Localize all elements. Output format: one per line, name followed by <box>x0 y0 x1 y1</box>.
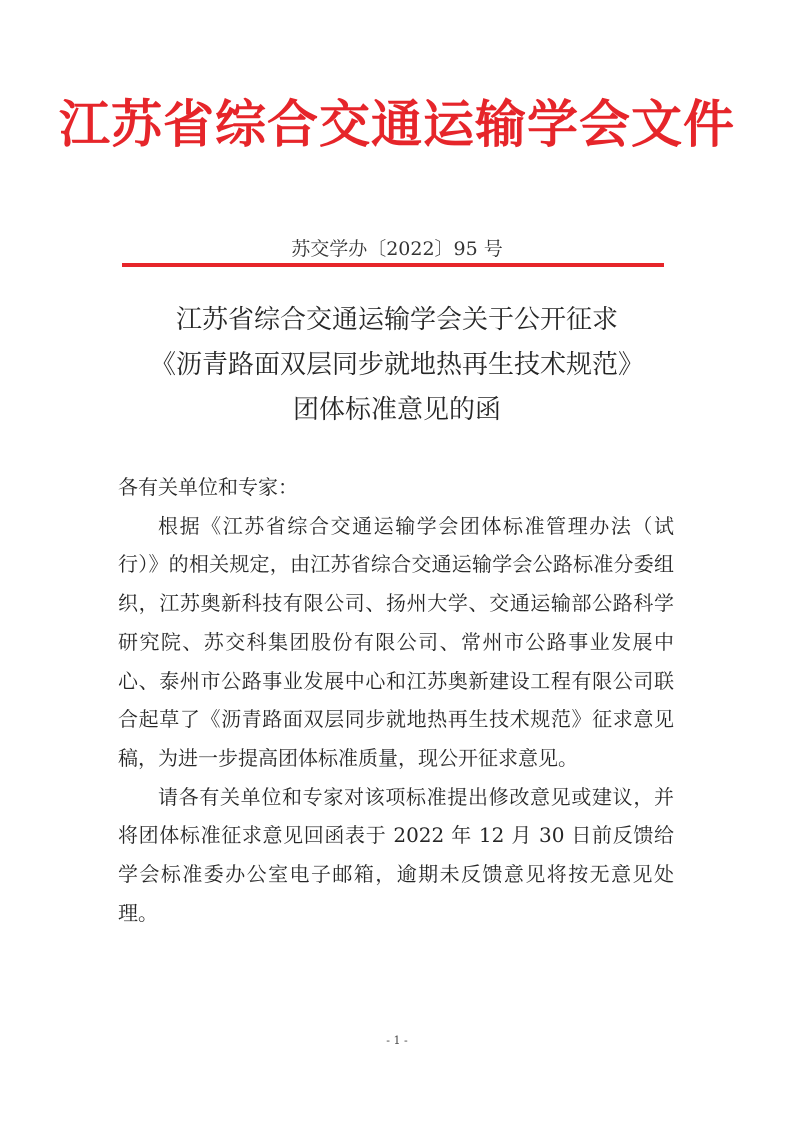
document-number: 苏交学办〔2022〕95 号 <box>291 238 503 260</box>
body-paragraph-1: 根据《江苏省综合交通运输学会团体标准管理办法（试行）》的相关规定，由江苏省综合交通运输学会公路标准分委组织，江苏奥新科技有限公司、扬州大学、交通运输部公路科学研究院、苏交科集团股份有限公司、常州市公路事业发展中心、泰州市公路事业发展中心和江苏奥新建设工程有限公司联合起草了《沥青路面双层同步就地热再生技术规范》征求意见稿，为进一步提高团体标准质量，现公开征求意见。 <box>118 513 674 770</box>
salutation: 各有关单位和专家： <box>118 475 298 499</box>
body-paragraph-2: 请各有关单位和专家对该项标准提出修改意见或建议，并将团体标准征求意见回函表于 2022 年 12 月 30 日前反馈给学会标准委办公室电子邮箱，逾期未反馈意见将按无意见处理。 <box>118 784 674 925</box>
document-title <box>0 298 794 433</box>
page-number: - 1 - <box>386 1034 408 1047</box>
title-line-3: 团体标准意见的函 <box>292 395 501 425</box>
red-divider-line <box>122 263 664 267</box>
title-line-1: 江苏省综合交通运输学会关于公开征求 <box>175 305 618 335</box>
document-body <box>118 468 674 932</box>
document-masthead: 江苏省综合交通运输学会文件 <box>58 95 735 155</box>
title-line-2: 《沥青路面双层同步就地热再生技术规范》 <box>149 350 644 380</box>
